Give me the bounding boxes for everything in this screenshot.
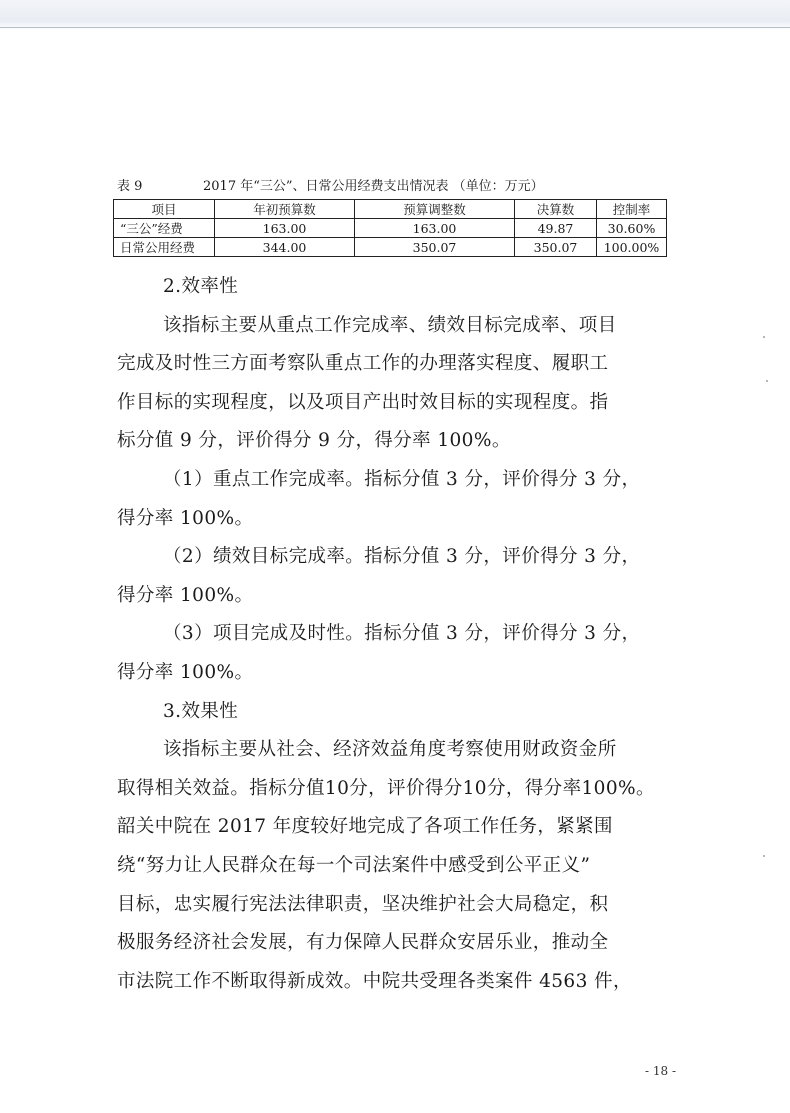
scan-divider-line xyxy=(0,27,790,28)
cell-final-accounts: 49.87 xyxy=(515,219,597,238)
text-line: 得分率 100%。 xyxy=(117,661,254,683)
table-header-row xyxy=(114,200,667,219)
header-final-accounts: 决算数 xyxy=(515,200,597,219)
cell-adjusted-budget: 163.00 xyxy=(355,219,515,238)
cell-control-rate: 30.60% xyxy=(597,219,667,238)
text-line: 完成及时性三方面考察队重点工作的办理落实程度、履职工 xyxy=(117,353,609,375)
expense-table xyxy=(113,199,667,257)
table-caption xyxy=(117,178,677,196)
text-line: 极服务经济社会发展，有力保障人民群众安居乐业，推动全 xyxy=(117,932,609,954)
text-line: 绕“努力让人民群众在每一个司法案件中感受到公平正义” xyxy=(117,854,591,876)
table-number: 表 9 xyxy=(117,179,143,194)
text-line: 作目标的实现程度，以及项目产出时效目标的实现程度。指 xyxy=(117,391,609,413)
page-number: - 18 - xyxy=(644,1064,676,1078)
table-row xyxy=(114,219,667,238)
cell-adjusted-budget: 350.07 xyxy=(355,238,515,257)
text-line: 2.效率性 xyxy=(163,276,239,297)
text-line: 市法院工作不断取得新成效。中院共受理各类案件 4563 件， xyxy=(117,970,632,992)
text-line: （2）绩效目标完成率。指标分值 3 分，评价得分 3 分， xyxy=(163,546,641,568)
header-item: 项目 xyxy=(114,200,215,219)
cell-initial-budget: 163.00 xyxy=(215,219,355,238)
header-control-rate: 控制率 xyxy=(597,200,667,219)
table-row xyxy=(114,238,667,257)
row-label: 日常公用经费 xyxy=(114,238,215,257)
body-text xyxy=(117,268,675,1001)
table-title: 2017 年“三公”、日常公用经费支出情况表 （单位：万元） xyxy=(203,179,544,194)
header-adjusted-budget: 预算调整数 xyxy=(355,200,515,219)
text-line: 得分率 100%。 xyxy=(117,507,254,529)
text-line: 韶关中院在 2017 年度较好地完成了各项工作任务，紧紧围 xyxy=(117,816,613,838)
scan-speck xyxy=(763,855,765,857)
text-line: （3）项目完成及时性。指标分值 3 分，评价得分 3 分， xyxy=(163,623,641,645)
scan-top-edge xyxy=(0,0,790,30)
text-line: 该指标主要从社会、经济效益角度考察使用财政资金所 xyxy=(163,739,617,761)
text-line: 得分率 100%。 xyxy=(117,584,254,606)
header-initial-budget: 年初预算数 xyxy=(215,200,355,219)
text-line: 3.效果性 xyxy=(163,700,239,722)
scan-speck xyxy=(763,336,765,338)
text-line: 该指标主要从重点工作完成率、绩效目标完成率、项目 xyxy=(163,314,617,336)
text-line: 取得相关效益。指标分值10分，评价得分10分，得分率100%。 xyxy=(117,777,655,799)
row-label: “三公”经费 xyxy=(114,219,215,238)
text-line: 目标，忠实履行宪法法律职责，坚决维护社会大局稳定，积 xyxy=(117,893,609,915)
cell-control-rate: 100.00% xyxy=(597,238,667,257)
text-line: 标分值 9 分，评价得分 9 分，得分率 100%。 xyxy=(117,430,511,452)
scan-speck xyxy=(766,380,768,382)
cell-initial-budget: 344.00 xyxy=(215,238,355,257)
text-line: （1）重点工作完成率。指标分值 3 分，评价得分 3 分， xyxy=(163,468,641,490)
cell-final-accounts: 350.07 xyxy=(515,238,597,257)
